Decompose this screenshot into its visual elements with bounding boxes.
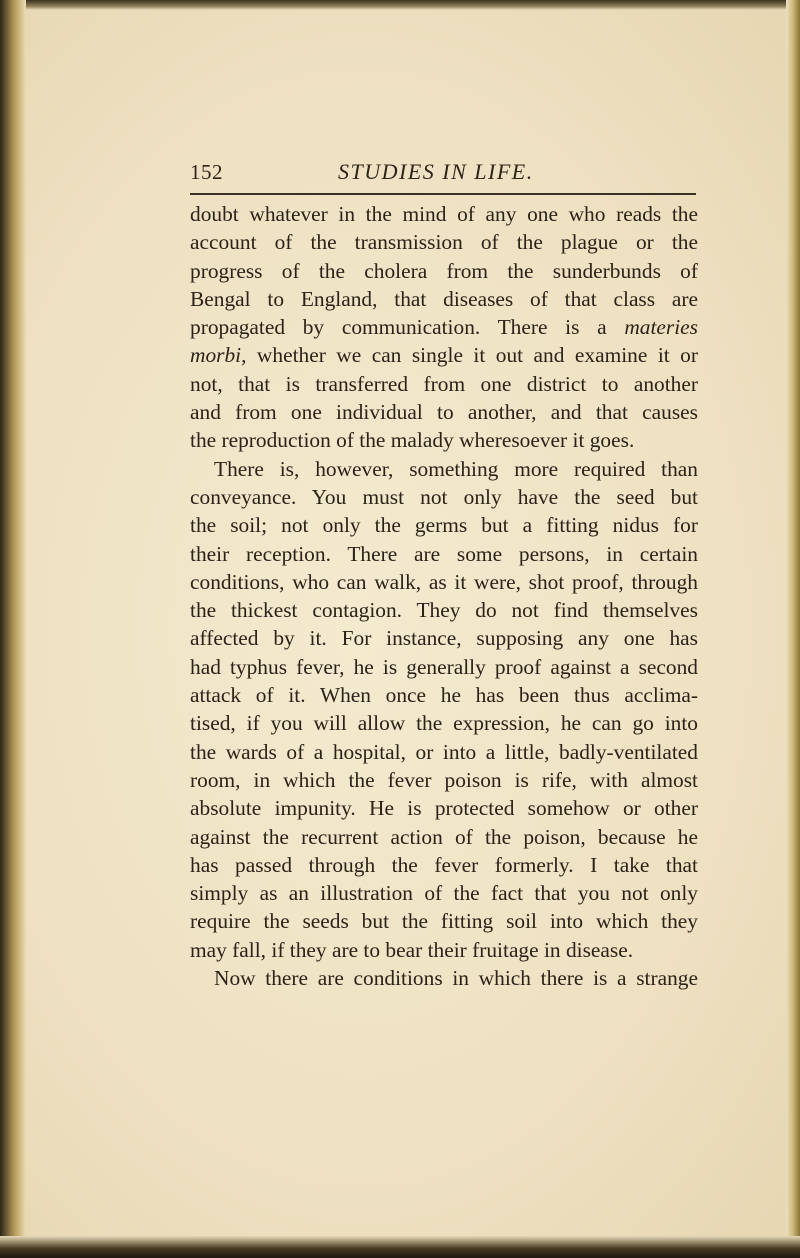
book-binding-edge (0, 0, 26, 1258)
page-number: 152 (190, 160, 223, 184)
text-line: attack of it. When once he has been thus acclima- (190, 683, 698, 708)
text-line: conveyance. You must not only have the seed but (190, 484, 698, 509)
text-run: whether we can single it out and examine it or (246, 343, 698, 368)
text-line: their reception. There are some persons, in certain (190, 541, 698, 566)
text-line: the reproduction of the malady wheresoever it goes. (190, 428, 635, 453)
italic-term: materies (624, 315, 698, 340)
page-bottom-edge (0, 1236, 800, 1258)
text-line: tised, if you will allow the expression, he can go into (190, 711, 698, 736)
running-title: STUDIES IN LIFE. (338, 159, 534, 184)
text-line (190, 341, 698, 369)
text-line: progress of the cholera from the sunderbunds of (190, 258, 698, 283)
text-run: propagated by communication. There is a (190, 315, 625, 340)
text-line: simply as an illustration of the fact that you not only (190, 881, 698, 906)
running-head (190, 160, 700, 190)
text-line: affected by it. For instance, supposing any one has (190, 626, 698, 651)
text-line: conditions, who can walk, as it were, shot proof, through (190, 569, 698, 594)
text-line: room, in which the fever poison is rife, with almost (190, 767, 698, 792)
header-rule (190, 193, 696, 195)
text-line: not, that is transferred from one district to another (190, 371, 698, 396)
text-line: had typhus fever, he is generally proof against a second (190, 654, 698, 679)
page-right-edge (786, 0, 800, 1258)
text-line: and from one individual to another, and that causes (190, 400, 698, 425)
body-text (190, 200, 698, 992)
text-line: require the seeds but the fitting soil into which they (190, 909, 698, 934)
text-line: the thickest contagion. They do not find themselves (190, 598, 698, 623)
text-line: absolute impunity. He is protected somehow or other (190, 796, 698, 821)
text-line: may fall, if they are to bear their fruitage in disease. (190, 937, 634, 962)
text-line (190, 313, 698, 341)
text-line: Now there are conditions in which there is a strange (214, 966, 698, 991)
text-line: has passed through the fever formerly. I take that (190, 852, 698, 877)
text-line: the wards of a hospital, or into a little, badly-ventilated (190, 739, 698, 764)
text-line: doubt whatever in the mind of any one who reads the (190, 202, 698, 226)
italic-term: morbi, (190, 343, 247, 368)
text-line: account of the transmission of the plague or the (190, 230, 698, 255)
text-line: Bengal to England, that diseases of that class are (190, 286, 698, 311)
text-line: There is, however, something more required than (214, 456, 698, 481)
text-line: against the recurrent action of the poison, because he (190, 824, 698, 849)
text-line: the soil; not only the germs but a fitting nidus for (190, 513, 698, 538)
page-top-edge (0, 0, 800, 10)
